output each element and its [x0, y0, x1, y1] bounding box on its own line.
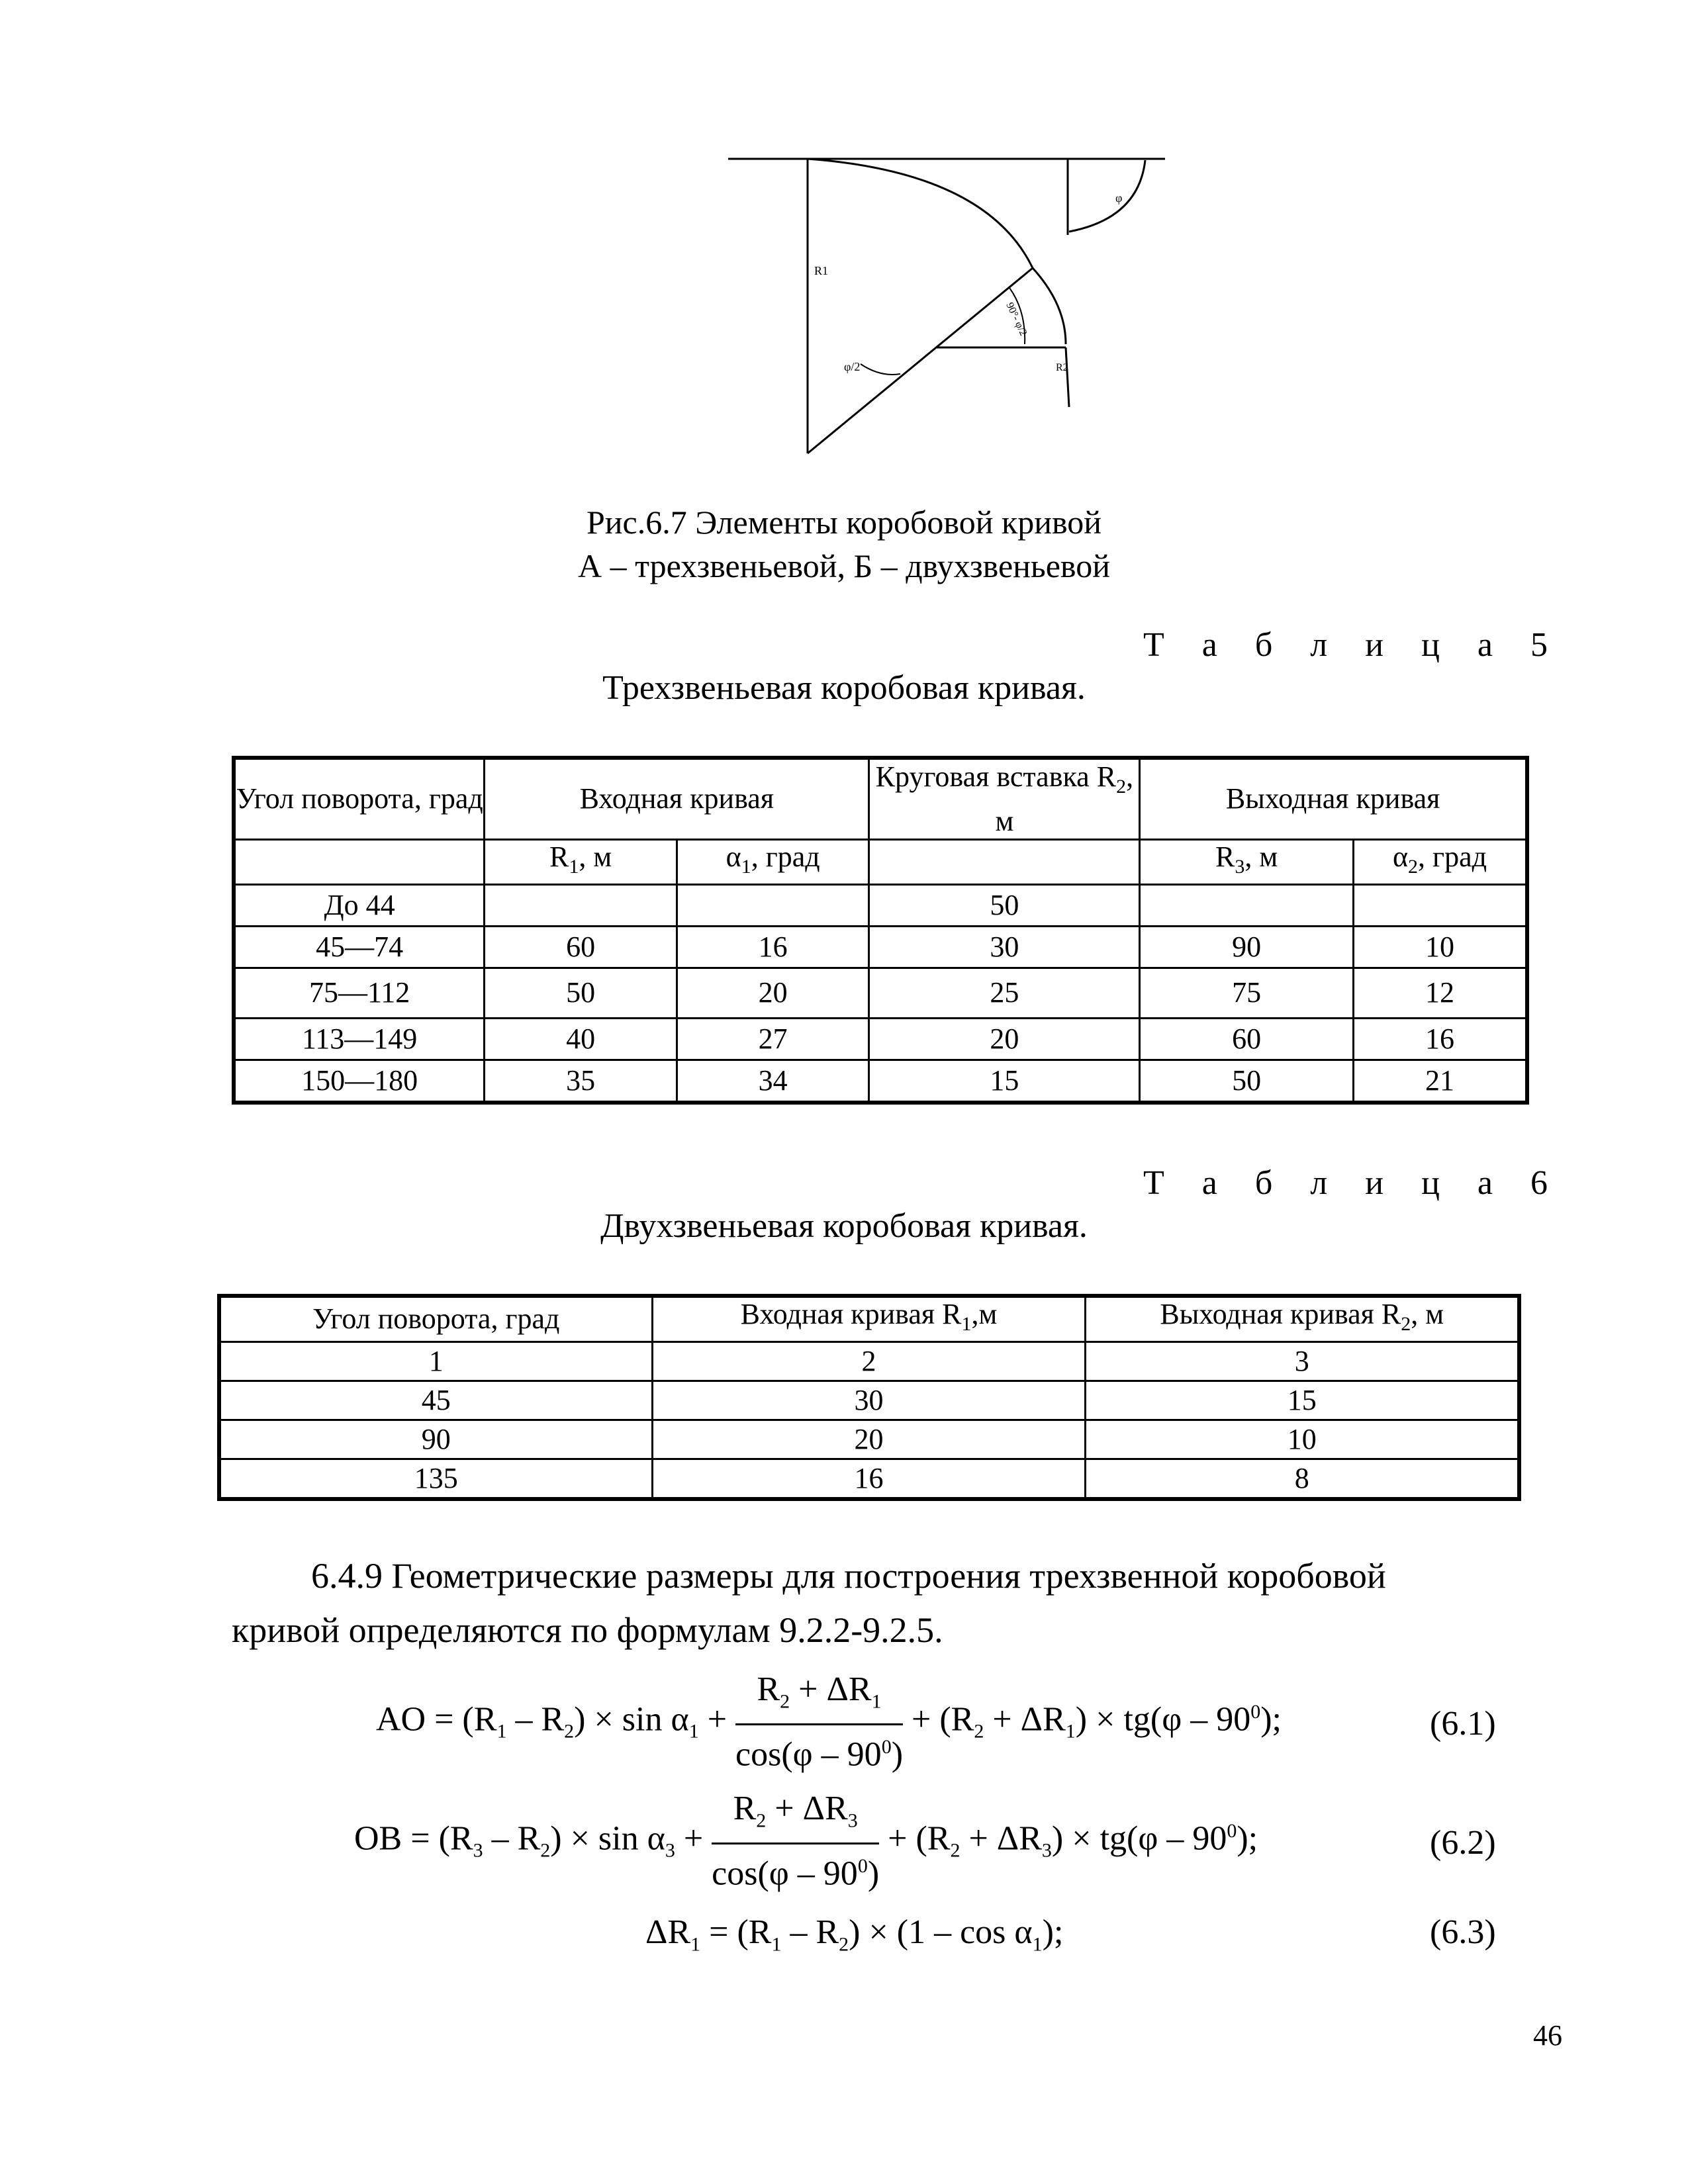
cell: 35 [485, 1060, 677, 1103]
phi-half-label: φ/2 [844, 360, 861, 373]
cell: 50 [1140, 1060, 1354, 1103]
table-row [234, 926, 1527, 968]
r1-label: R1 [814, 264, 829, 277]
cell: 15 [1086, 1381, 1519, 1420]
t5-sub-r1: $R_1$, м [485, 839, 677, 884]
table5-label: Т а б л и ц а 5 [1143, 626, 1562, 664]
cell: 20 [652, 1420, 1086, 1459]
cell: 20 [677, 968, 869, 1018]
cell: 90 [1140, 926, 1354, 968]
r2-label: R2 [1056, 362, 1068, 373]
angle-label: 90°- φ/2 [1004, 300, 1029, 338]
cell: 1 [219, 1342, 652, 1381]
paragraph-line2: кривой определяются по формулам 9.2.2-9.2.5. [232, 1610, 943, 1650]
cell: 10 [1086, 1420, 1519, 1459]
cell: 113—149 [234, 1018, 485, 1060]
cell: 12 [1353, 968, 1527, 1018]
cell [485, 884, 677, 926]
cell: 75—112 [234, 968, 485, 1018]
table6 [217, 1294, 1521, 1501]
cell: 30 [869, 926, 1140, 968]
cell: 50 [485, 968, 677, 1018]
cell: 60 [485, 926, 677, 968]
table5-title: Трехзвеньевая коробовая кривая. [602, 669, 1086, 707]
table-row [219, 1420, 1519, 1459]
equation-number-6-3: (6.3) [1430, 1913, 1496, 1951]
t5-header-exit: Выходная кривая [1140, 758, 1527, 839]
t5-sub-a1: $\alpha_1$, град [677, 839, 869, 884]
formula-6-2: OB = $(R_3 - R_2) \times \sin \alpha_3$ + $\frac{R_2 + \Delta R_3}{\cos(\varphi - 90^0)}$ + $(R_2 + \Delta R_3) \times tg(\varphi - 90^0)$; [354, 1787, 1258, 1896]
cell: 60 [1140, 1018, 1354, 1060]
cell [677, 884, 869, 926]
cell: 16 [652, 1459, 1086, 1499]
t5-header-circular: Круговая вставка $R_2$, м [869, 758, 1140, 839]
curve-elements-figure [722, 146, 1172, 463]
t5-sub-empty [234, 839, 485, 884]
paragraph-line1: 6.4.9 Геометрические размеры для построения трехзвенной коробовой [311, 1556, 1386, 1596]
table-row [219, 1342, 1519, 1381]
table-row [234, 884, 1527, 926]
cell: 150—180 [234, 1060, 485, 1103]
cell: 30 [652, 1381, 1086, 1420]
t5-sub-a2: $\alpha_2$, град [1353, 839, 1527, 884]
t6-header-exit: Выходная кривая $R_2$, м [1086, 1296, 1519, 1342]
cell: 10 [1353, 926, 1527, 968]
table-row [234, 968, 1527, 1018]
phi-label: φ [1115, 191, 1123, 205]
table6-title: Двухзвеньевая коробовая кривая. [600, 1207, 1088, 1245]
cell: 25 [869, 968, 1140, 1018]
formula-6-1: AO = $(R_1 - R_2) \times \sin \alpha_1$ + $\frac{R_2 + \Delta R_1}{\cos(\varphi - 90^0)}$ + $(R_2 + \Delta R_1) \times tg(\varphi - 90^0)$; [376, 1668, 1282, 1777]
cell: 34 [677, 1060, 869, 1103]
equation-number-6-1: (6.1) [1430, 1705, 1496, 1743]
table-row [219, 1459, 1519, 1499]
figure-caption-line2: А – трехзвеньевой, Б – двухзвеньевой [578, 547, 1110, 584]
t5-header-entry: Входная кривая [485, 758, 869, 839]
cell: 135 [219, 1459, 652, 1499]
table-row [219, 1381, 1519, 1420]
t5-header-angle: Угол поворота, град [234, 758, 485, 839]
cell: 16 [677, 926, 869, 968]
t6-header-angle: Угол поворота, град [219, 1296, 652, 1342]
cell: 50 [869, 884, 1140, 926]
t6-header-entry: Входная кривая $R_1,м$ [652, 1296, 1086, 1342]
table6-label: Т а б л и ц а 6 [1143, 1164, 1562, 1202]
formula-6-3: $\Delta R_1 = (R_1 - R_2) \times (1 - \cos \alpha_1)$; [645, 1913, 1064, 1956]
cell: До 44 [234, 884, 485, 926]
table5 [232, 756, 1529, 1105]
paragraph [232, 1549, 1549, 1657]
cell: 3 [1086, 1342, 1519, 1381]
cell: 27 [677, 1018, 869, 1060]
cell [1140, 884, 1354, 926]
equation-number-6-2: (6.2) [1430, 1824, 1496, 1862]
table-row [234, 1018, 1527, 1060]
t5-sub-empty2 [869, 839, 1140, 884]
cell: 8 [1086, 1459, 1519, 1499]
cell: 21 [1353, 1060, 1527, 1103]
cell: 40 [485, 1018, 677, 1060]
t5-sub-r3: $R_3$, м [1140, 839, 1354, 884]
cell [1353, 884, 1527, 926]
cell: 45—74 [234, 926, 485, 968]
page-number: 46 [1533, 2019, 1562, 2052]
cell: 20 [869, 1018, 1140, 1060]
cell: 15 [869, 1060, 1140, 1103]
cell: 75 [1140, 968, 1354, 1018]
table-row [234, 1060, 1527, 1103]
cell: 45 [219, 1381, 652, 1420]
cell: 90 [219, 1420, 652, 1459]
cell: 2 [652, 1342, 1086, 1381]
cell: 16 [1353, 1018, 1527, 1060]
figure-caption-line1: Рис.6.7 Элементы коробовой кривой [586, 504, 1102, 541]
